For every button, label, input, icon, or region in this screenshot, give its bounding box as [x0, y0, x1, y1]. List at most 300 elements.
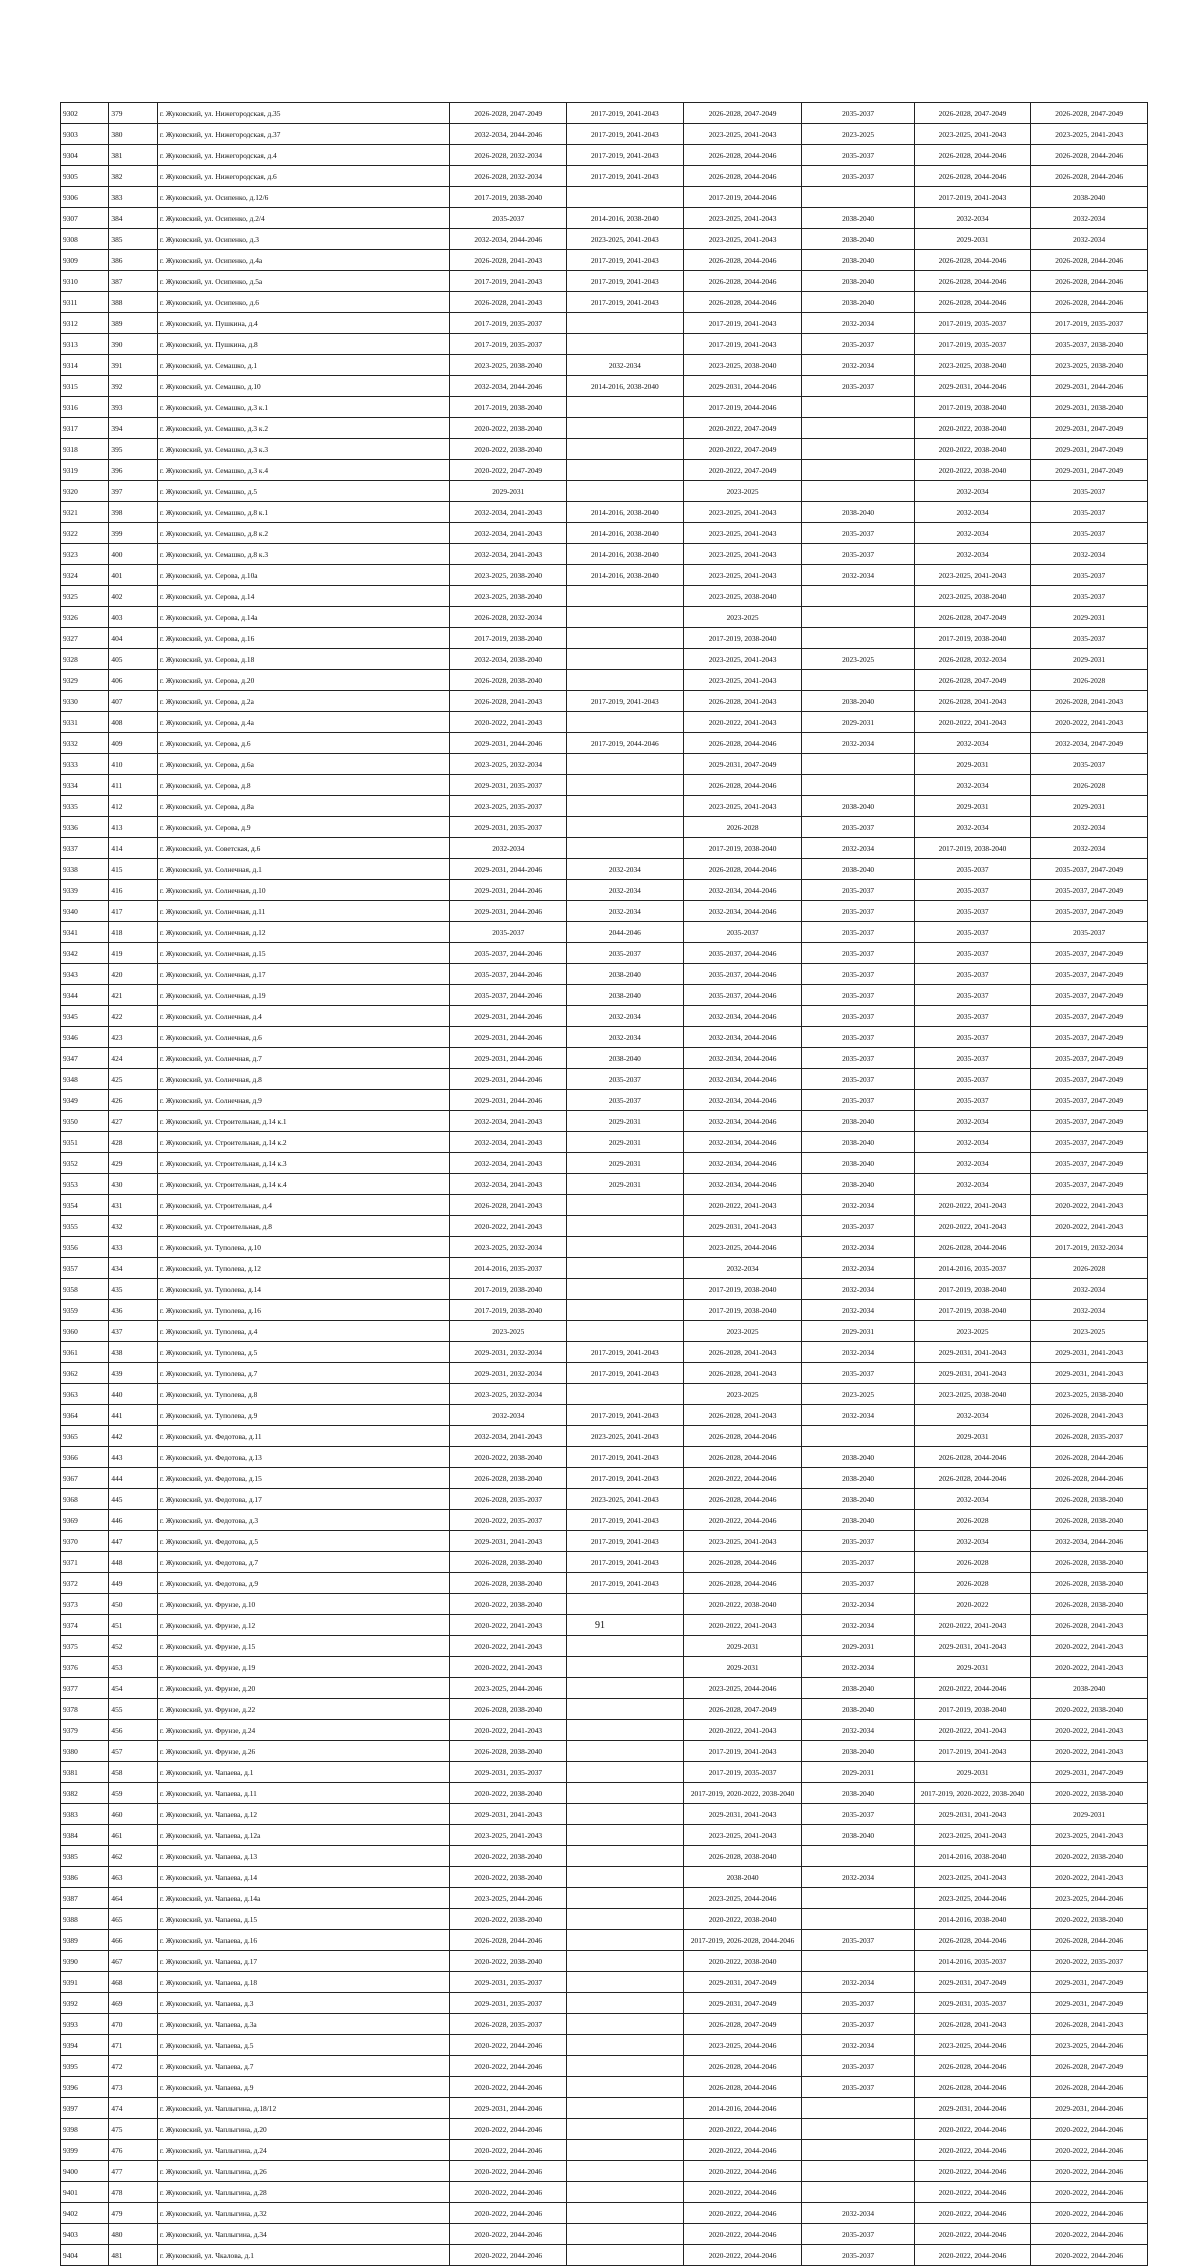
row-number: 9380 [61, 1741, 109, 1762]
period-col-3: 2026-2028, 2047-2049 [683, 2014, 802, 2035]
table-row [61, 1993, 1148, 2014]
period-col-6: 2020-2022, 2044-2046 [1031, 2224, 1148, 2245]
period-col-4 [802, 2182, 914, 2203]
address: г. Жуковский, ул. Серова, д.2а [157, 691, 450, 712]
period-col-4: 2035-2037 [802, 1573, 914, 1594]
address: г. Жуковский, ул. Чапаева, д.11 [157, 1783, 450, 1804]
period-col-1: 2020-2022, 2044-2046 [450, 2161, 567, 2182]
period-col-4: 2035-2037 [802, 1804, 914, 1825]
period-col-3: 2017-2019, 2038-2040 [683, 838, 802, 859]
period-col-2 [567, 1321, 684, 1342]
address: г. Жуковский, ул. Фрунзе, д.26 [157, 1741, 450, 1762]
house-id: 444 [109, 1468, 157, 1489]
period-col-6: 2020-2022, 2041-2043 [1031, 1657, 1148, 1678]
period-col-4 [802, 397, 914, 418]
row-number: 9307 [61, 208, 109, 229]
period-col-1: 2023-2025, 2044-2046 [450, 1888, 567, 1909]
row-number: 9341 [61, 922, 109, 943]
period-col-5: 2020-2022, 2041-2043 [914, 1195, 1031, 1216]
period-col-6: 2026-2028, 2038-2040 [1031, 1510, 1148, 1531]
row-number: 9311 [61, 292, 109, 313]
address: г. Жуковский, ул. Фрунзе, д.24 [157, 1720, 450, 1741]
period-col-5: 2014-2016, 2035-2037 [914, 1258, 1031, 1279]
period-col-6: 2023-2025, 2038-2040 [1031, 355, 1148, 376]
address: г. Жуковский, ул. Семашко, д.10 [157, 376, 450, 397]
period-col-1: 2035-2037, 2044-2046 [450, 964, 567, 985]
period-col-2 [567, 817, 684, 838]
house-id: 468 [109, 1972, 157, 1993]
house-id: 423 [109, 1027, 157, 1048]
table-row [61, 439, 1148, 460]
table-row [61, 628, 1148, 649]
period-col-4 [802, 460, 914, 481]
house-id: 403 [109, 607, 157, 628]
table-row [61, 1867, 1148, 1888]
period-col-2: 2017-2019, 2041-2043 [567, 1573, 684, 1594]
house-id: 380 [109, 124, 157, 145]
period-col-2: 2017-2019, 2041-2043 [567, 1405, 684, 1426]
period-col-1: 2017-2019, 2035-2037 [450, 334, 567, 355]
table-row [61, 1048, 1148, 1069]
row-number: 9391 [61, 1972, 109, 1993]
period-col-3: 2035-2037, 2044-2046 [683, 964, 802, 985]
period-col-1: 2014-2016, 2035-2037 [450, 1258, 567, 1279]
row-number: 9396 [61, 2077, 109, 2098]
house-id: 475 [109, 2119, 157, 2140]
period-col-6: 2029-2031, 2041-2043 [1031, 1363, 1148, 1384]
row-number: 9350 [61, 1111, 109, 1132]
period-col-2 [567, 439, 684, 460]
period-col-1: 2020-2022, 2035-2037 [450, 1510, 567, 1531]
period-col-5: 2029-2031, 2035-2037 [914, 1993, 1031, 2014]
period-col-4: 2035-2037 [802, 964, 914, 985]
period-col-6: 2035-2037, 2047-2049 [1031, 901, 1148, 922]
period-col-5: 2029-2031 [914, 229, 1031, 250]
house-id: 477 [109, 2161, 157, 2182]
period-col-4: 2035-2037 [802, 880, 914, 901]
period-col-6: 2029-2031, 2047-2049 [1031, 460, 1148, 481]
house-id: 439 [109, 1363, 157, 1384]
house-id: 466 [109, 1930, 157, 1951]
period-col-3: 2038-2040 [683, 1867, 802, 1888]
period-col-5: 2032-2034 [914, 733, 1031, 754]
row-number: 9374 [61, 1615, 109, 1636]
address: г. Жуковский, ул. Чапаева, д.14 [157, 1867, 450, 1888]
period-col-6: 2023-2025, 2041-2043 [1031, 1825, 1148, 1846]
period-col-4: 2029-2031 [802, 712, 914, 733]
period-col-3: 2032-2034, 2044-2046 [683, 1006, 802, 1027]
table-row [61, 1006, 1148, 1027]
period-col-1: 2023-2025, 2032-2034 [450, 1384, 567, 1405]
period-col-3: 2029-2031, 2047-2049 [683, 754, 802, 775]
row-number: 9373 [61, 1594, 109, 1615]
period-col-1: 2020-2022, 2044-2046 [450, 2056, 567, 2077]
house-id: 454 [109, 1678, 157, 1699]
period-col-4: 2038-2040 [802, 1447, 914, 1468]
period-col-1: 2029-2031, 2032-2034 [450, 1363, 567, 1384]
period-col-1: 2035-2037, 2044-2046 [450, 985, 567, 1006]
table-row [61, 1636, 1148, 1657]
period-col-4: 2035-2037 [802, 2014, 914, 2035]
table-row [61, 1405, 1148, 1426]
house-id: 457 [109, 1741, 157, 1762]
period-col-5: 2026-2028, 2044-2046 [914, 166, 1031, 187]
period-col-3: 2023-2025, 2044-2046 [683, 2035, 802, 2056]
address: г. Жуковский, ул. Туполева, д.7 [157, 1363, 450, 1384]
period-col-1: 2020-2022, 2038-2040 [450, 439, 567, 460]
period-col-6: 2029-2031 [1031, 649, 1148, 670]
period-col-6: 2026-2028, 2038-2040 [1031, 1552, 1148, 1573]
period-col-2: 2029-2031 [567, 1111, 684, 1132]
period-col-5: 2020-2022, 2041-2043 [914, 1615, 1031, 1636]
row-number: 9392 [61, 1993, 109, 2014]
period-col-3: 2020-2022, 2044-2046 [683, 1468, 802, 1489]
row-number: 9302 [61, 103, 109, 124]
period-col-4 [802, 1888, 914, 1909]
period-col-3: 2029-2031, 2047-2049 [683, 1972, 802, 1993]
table-row [61, 544, 1148, 565]
row-number: 9356 [61, 1237, 109, 1258]
period-col-4: 2032-2034 [802, 1279, 914, 1300]
period-col-5: 2017-2019, 2041-2043 [914, 1741, 1031, 1762]
row-number: 9353 [61, 1174, 109, 1195]
row-number: 9358 [61, 1279, 109, 1300]
period-col-6: 2026-2028 [1031, 775, 1148, 796]
row-number: 9319 [61, 460, 109, 481]
period-col-3: 2020-2022, 2044-2046 [683, 1510, 802, 1531]
period-col-1: 2020-2022, 2044-2046 [450, 2245, 567, 2266]
period-col-4: 2038-2040 [802, 229, 914, 250]
period-col-5: 2026-2028, 2044-2046 [914, 292, 1031, 313]
period-col-5: 2017-2019, 2038-2040 [914, 1300, 1031, 1321]
period-col-5: 2026-2028, 2044-2046 [914, 2056, 1031, 2077]
house-id: 435 [109, 1279, 157, 1300]
period-col-3: 2032-2034 [683, 1258, 802, 1279]
period-col-4: 2038-2040 [802, 1111, 914, 1132]
period-col-6: 2029-2031, 2047-2049 [1031, 1762, 1148, 1783]
period-col-6: 2029-2031 [1031, 1804, 1148, 1825]
period-col-6: 2017-2019, 2032-2034 [1031, 1237, 1148, 1258]
period-col-2 [567, 334, 684, 355]
period-col-2: 2023-2025, 2041-2043 [567, 1426, 684, 1447]
table-row [61, 1741, 1148, 1762]
period-col-5: 2026-2028, 2044-2046 [914, 271, 1031, 292]
period-col-5: 2032-2034 [914, 523, 1031, 544]
period-col-3: 2020-2022, 2041-2043 [683, 1195, 802, 1216]
period-col-5: 2023-2025, 2038-2040 [914, 1384, 1031, 1405]
period-col-1: 2032-2034, 2041-2043 [450, 1132, 567, 1153]
period-col-4 [802, 418, 914, 439]
period-col-4: 2032-2034 [802, 1300, 914, 1321]
period-col-4: 2038-2040 [802, 1132, 914, 1153]
address: г. Жуковский, ул. Чапаева, д.12 [157, 1804, 450, 1825]
table-row [61, 1237, 1148, 1258]
period-col-3: 2023-2025, 2044-2046 [683, 1237, 802, 1258]
address: г. Жуковский, ул. Туполева, д.8 [157, 1384, 450, 1405]
period-col-6: 2029-2031 [1031, 607, 1148, 628]
period-col-5: 2023-2025, 2041-2043 [914, 1825, 1031, 1846]
period-col-4: 2032-2034 [802, 313, 914, 334]
address: г. Жуковский, ул. Строительная, д.8 [157, 1216, 450, 1237]
table-row [61, 922, 1148, 943]
house-id: 408 [109, 712, 157, 733]
table-row [61, 1783, 1148, 1804]
period-col-1: 2029-2031, 2044-2046 [450, 1090, 567, 1111]
address: г. Жуковский, ул. Фрунзе, д.20 [157, 1678, 450, 1699]
period-col-1: 2017-2019, 2038-2040 [450, 187, 567, 208]
table-row [61, 145, 1148, 166]
period-col-2 [567, 1657, 684, 1678]
period-col-5: 2026-2028, 2047-2049 [914, 670, 1031, 691]
house-id: 470 [109, 2014, 157, 2035]
period-col-1: 2023-2025, 2041-2043 [450, 1825, 567, 1846]
row-number: 9304 [61, 145, 109, 166]
period-col-5: 2026-2028, 2041-2043 [914, 691, 1031, 712]
period-col-5: 2029-2031 [914, 1657, 1031, 1678]
period-col-4 [802, 2119, 914, 2140]
period-col-3: 2029-2031 [683, 1657, 802, 1678]
row-number: 9335 [61, 796, 109, 817]
house-id: 400 [109, 544, 157, 565]
period-col-5: 2017-2019, 2035-2037 [914, 334, 1031, 355]
address: г. Жуковский, ул. Туполева, д.5 [157, 1342, 450, 1363]
period-col-3: 2017-2019, 2020-2022, 2038-2040 [683, 1783, 802, 1804]
table-row [61, 481, 1148, 502]
period-col-3: 2017-2019, 2041-2043 [683, 334, 802, 355]
address: г. Жуковский, ул. Нижегородская, д.4 [157, 145, 450, 166]
period-col-6: 2029-2031, 2047-2049 [1031, 1972, 1148, 1993]
table-row [61, 1951, 1148, 1972]
period-col-1: 2020-2022, 2041-2043 [450, 1615, 567, 1636]
address: г. Жуковский, ул. Строительная, д.14 к.1 [157, 1111, 450, 1132]
period-col-1: 2020-2022, 2047-2049 [450, 460, 567, 481]
table-row [61, 733, 1148, 754]
house-id: 467 [109, 1951, 157, 1972]
table-row [61, 1825, 1148, 1846]
table-row [61, 1531, 1148, 1552]
address: г. Жуковский, ул. Серова, д.8 [157, 775, 450, 796]
period-col-6: 2020-2022, 2041-2043 [1031, 1720, 1148, 1741]
row-number: 9337 [61, 838, 109, 859]
table-row [61, 1657, 1148, 1678]
period-col-3: 2032-2034, 2044-2046 [683, 1069, 802, 1090]
period-col-5: 2032-2034 [914, 1132, 1031, 1153]
period-col-2: 2032-2034 [567, 1027, 684, 1048]
row-number: 9303 [61, 124, 109, 145]
period-col-6: 2032-2034, 2044-2046 [1031, 1531, 1148, 1552]
period-col-2: 2035-2037 [567, 1090, 684, 1111]
period-col-5: 2032-2034 [914, 1174, 1031, 1195]
period-col-1: 2026-2028, 2035-2037 [450, 2014, 567, 2035]
row-number: 9384 [61, 1825, 109, 1846]
period-col-6: 2035-2037, 2047-2049 [1031, 1132, 1148, 1153]
period-col-6: 2026-2028, 2047-2049 [1031, 2056, 1148, 2077]
table-row [61, 901, 1148, 922]
period-col-5: 2029-2031, 2047-2049 [914, 1972, 1031, 1993]
period-col-1: 2032-2034, 2044-2046 [450, 229, 567, 250]
row-number: 9340 [61, 901, 109, 922]
period-col-2 [567, 1930, 684, 1951]
period-col-4: 2038-2040 [802, 1510, 914, 1531]
period-col-3: 2017-2019, 2038-2040 [683, 628, 802, 649]
house-id: 469 [109, 1993, 157, 2014]
address: г. Жуковский, ул. Солнечная, д.17 [157, 964, 450, 985]
address: г. Жуковский, ул. Туполева, д.14 [157, 1279, 450, 1300]
house-id: 406 [109, 670, 157, 691]
period-col-4: 2035-2037 [802, 166, 914, 187]
house-id: 411 [109, 775, 157, 796]
address: г. Жуковский, ул. Чаплыгина, д.32 [157, 2203, 450, 2224]
period-col-2 [567, 1951, 684, 1972]
period-col-2 [567, 1783, 684, 1804]
period-col-1: 2020-2022, 2038-2040 [450, 1594, 567, 1615]
house-id: 443 [109, 1447, 157, 1468]
period-col-1: 2020-2022, 2044-2046 [450, 2140, 567, 2161]
period-col-3: 2020-2022, 2047-2049 [683, 460, 802, 481]
row-number: 9354 [61, 1195, 109, 1216]
period-col-1: 2026-2028, 2038-2040 [450, 1468, 567, 1489]
house-id: 431 [109, 1195, 157, 1216]
period-col-1: 2023-2025 [450, 1321, 567, 1342]
period-col-2: 2014-2016, 2038-2040 [567, 502, 684, 523]
table-row [61, 2056, 1148, 2077]
period-col-3: 2020-2022, 2038-2040 [683, 1909, 802, 1930]
period-col-5: 2026-2028, 2032-2034 [914, 649, 1031, 670]
address: г. Жуковский, ул. Чапаева, д.17 [157, 1951, 450, 1972]
address: г. Жуковский, ул. Осипенко, д.5а [157, 271, 450, 292]
address: г. Жуковский, ул. Осипенко, д.12/6 [157, 187, 450, 208]
period-col-5: 2032-2034 [914, 481, 1031, 502]
period-col-3: 2020-2022, 2044-2046 [683, 2245, 802, 2266]
period-col-3: 2026-2028, 2041-2043 [683, 1405, 802, 1426]
period-col-4: 2035-2037 [802, 901, 914, 922]
row-number: 9332 [61, 733, 109, 754]
period-col-3: 2032-2034, 2044-2046 [683, 880, 802, 901]
row-number: 9403 [61, 2224, 109, 2245]
period-col-5: 2032-2034 [914, 1489, 1031, 1510]
row-number: 9344 [61, 985, 109, 1006]
period-col-3: 2017-2019, 2035-2037 [683, 1762, 802, 1783]
period-col-1: 2029-2031, 2044-2046 [450, 1069, 567, 1090]
period-col-2 [567, 1216, 684, 1237]
address: г. Жуковский, ул. Солнечная, д.1 [157, 859, 450, 880]
period-col-4: 2038-2040 [802, 1174, 914, 1195]
row-number: 9390 [61, 1951, 109, 1972]
house-id: 453 [109, 1657, 157, 1678]
period-col-2 [567, 460, 684, 481]
period-col-2 [567, 628, 684, 649]
period-col-1: 2032-2034, 2044-2046 [450, 376, 567, 397]
house-id: 386 [109, 250, 157, 271]
period-col-2: 2017-2019, 2041-2043 [567, 691, 684, 712]
period-col-2 [567, 586, 684, 607]
table-row [61, 1930, 1148, 1951]
period-col-1: 2017-2019, 2038-2040 [450, 628, 567, 649]
period-col-3: 2023-2025, 2044-2046 [683, 1888, 802, 1909]
address: г. Жуковский, ул. Чапаева, д.1 [157, 1762, 450, 1783]
table-row [61, 1111, 1148, 1132]
table-row [61, 1909, 1148, 1930]
period-col-6: 2032-2034 [1031, 1300, 1148, 1321]
table-row [61, 1426, 1148, 1447]
table-row [61, 2119, 1148, 2140]
period-col-1: 2026-2028, 2038-2040 [450, 1741, 567, 1762]
period-col-6: 2026-2028, 2044-2046 [1031, 2077, 1148, 2098]
period-col-4 [802, 754, 914, 775]
house-id: 390 [109, 334, 157, 355]
table-row [61, 565, 1148, 586]
period-col-6: 2035-2037, 2047-2049 [1031, 964, 1148, 985]
period-col-2 [567, 2140, 684, 2161]
address: г. Жуковский, ул. Серова, д.14а [157, 607, 450, 628]
period-col-5: 2032-2034 [914, 1153, 1031, 1174]
address: г. Жуковский, ул. Чапаева, д.9 [157, 2077, 450, 2098]
address: г. Жуковский, ул. Семашко, д.8 к.1 [157, 502, 450, 523]
period-col-2 [567, 1993, 684, 2014]
table-row [61, 1342, 1148, 1363]
period-col-3: 2020-2022, 2038-2040 [683, 1594, 802, 1615]
period-col-1: 2020-2022, 2044-2046 [450, 2077, 567, 2098]
period-col-4: 2032-2034 [802, 1867, 914, 1888]
period-col-6: 2020-2022, 2044-2046 [1031, 2140, 1148, 2161]
period-col-4: 2038-2040 [802, 1678, 914, 1699]
row-number: 9375 [61, 1636, 109, 1657]
period-col-2 [567, 1846, 684, 1867]
period-col-4: 2032-2034 [802, 1615, 914, 1636]
row-number: 9333 [61, 754, 109, 775]
row-number: 9308 [61, 229, 109, 250]
period-col-5: 2020-2022, 2044-2046 [914, 2245, 1031, 2266]
table-row [61, 1510, 1148, 1531]
period-col-6: 2035-2037 [1031, 754, 1148, 775]
period-col-2: 2017-2019, 2041-2043 [567, 1552, 684, 1573]
table-row [61, 1216, 1148, 1237]
house-id: 459 [109, 1783, 157, 1804]
period-col-2: 2017-2019, 2041-2043 [567, 1342, 684, 1363]
table-row [61, 1258, 1148, 1279]
house-id: 420 [109, 964, 157, 985]
house-id: 450 [109, 1594, 157, 1615]
house-id: 384 [109, 208, 157, 229]
period-col-2 [567, 1909, 684, 1930]
period-col-3: 2023-2025 [683, 481, 802, 502]
period-col-2 [567, 2035, 684, 2056]
period-col-6: 2035-2037 [1031, 523, 1148, 544]
period-col-4: 2035-2037 [802, 985, 914, 1006]
period-col-5: 2020-2022 [914, 1594, 1031, 1615]
period-col-1: 2017-2019, 2038-2040 [450, 397, 567, 418]
row-number: 9397 [61, 2098, 109, 2119]
address: г. Жуковский, ул. Федотова, д.11 [157, 1426, 450, 1447]
row-number: 9309 [61, 250, 109, 271]
address: г. Жуковский, ул. Чаплыгина, д.28 [157, 2182, 450, 2203]
address: г. Жуковский, ул. Серова, д.18 [157, 649, 450, 670]
house-id: 404 [109, 628, 157, 649]
house-id: 455 [109, 1699, 157, 1720]
table-row [61, 1552, 1148, 1573]
period-col-5: 2026-2028, 2044-2046 [914, 250, 1031, 271]
house-id: 446 [109, 1510, 157, 1531]
period-col-2 [567, 2077, 684, 2098]
house-id: 395 [109, 439, 157, 460]
period-col-6: 2020-2022, 2038-2040 [1031, 1909, 1148, 1930]
period-col-3: 2020-2022, 2044-2046 [683, 2140, 802, 2161]
house-id: 413 [109, 817, 157, 838]
period-col-5: 2020-2022, 2044-2046 [914, 2140, 1031, 2161]
period-col-3: 2032-2034, 2044-2046 [683, 1111, 802, 1132]
period-col-4: 2038-2040 [802, 859, 914, 880]
row-number: 9379 [61, 1720, 109, 1741]
